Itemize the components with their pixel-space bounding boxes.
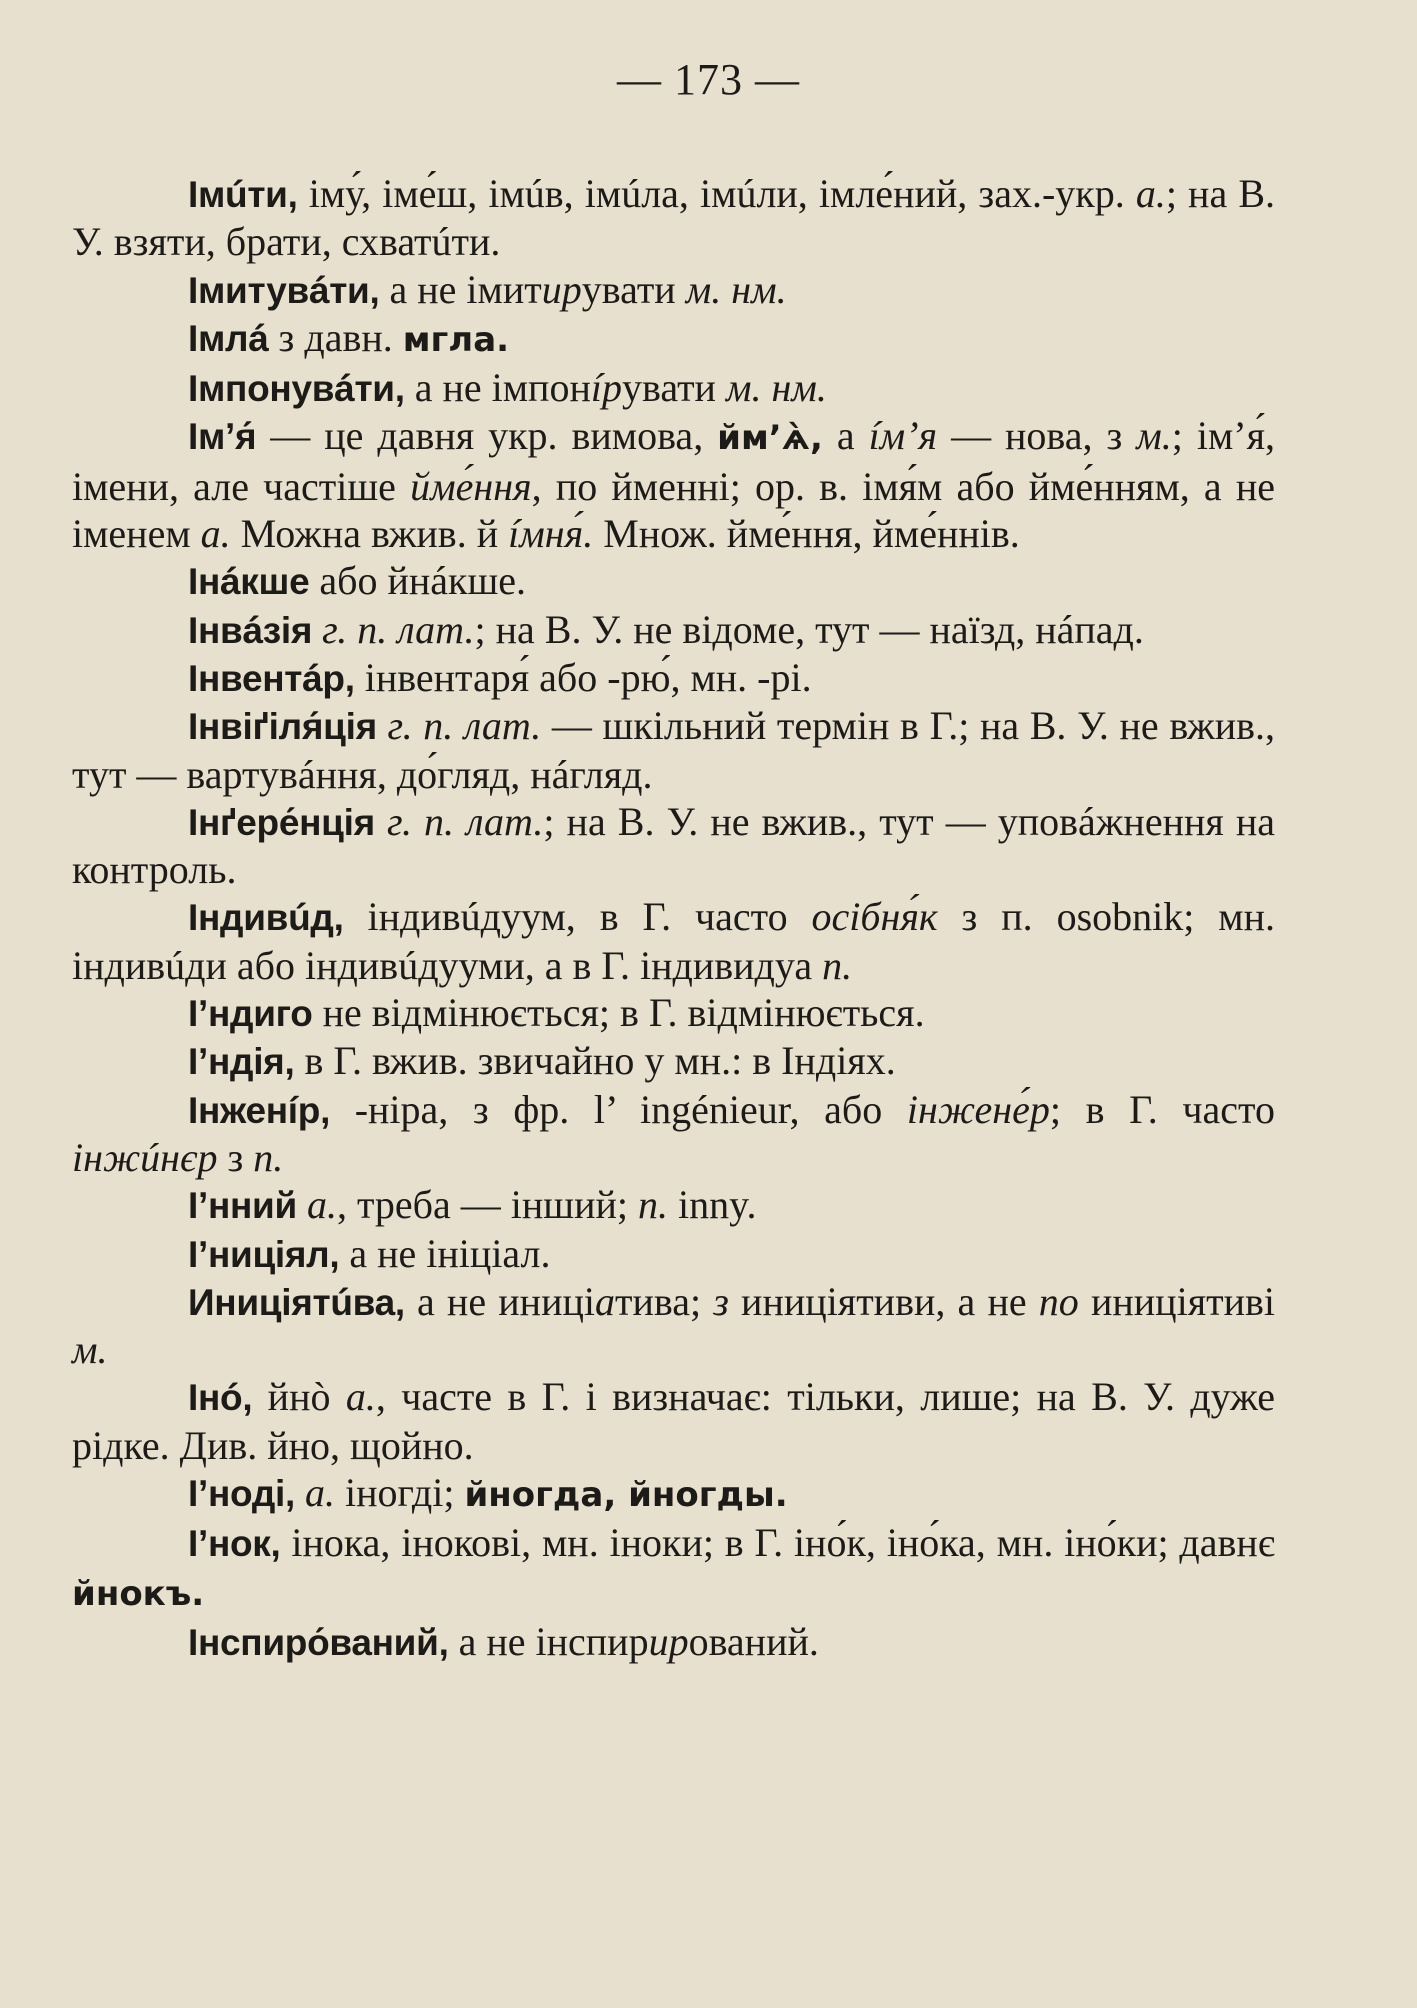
entry-headword: І’нний xyxy=(188,1185,297,1227)
entry-text: увати xyxy=(581,266,686,312)
entry-text: — це давня укр. вимова, xyxy=(256,413,718,459)
entry-headword: Імпонувáти, xyxy=(188,368,405,410)
entry-text: -ніра, з фр. l’ ingénieur, або xyxy=(330,1086,907,1132)
dictionary-entry xyxy=(72,798,1275,894)
entry-italic-text: м. нм. xyxy=(725,365,827,411)
entry-italic-text: г. п. лат. xyxy=(386,798,544,844)
entry-headword: Імлá xyxy=(188,317,269,359)
entry-headword: Інó, xyxy=(188,1377,253,1419)
dictionary-entry xyxy=(72,1037,1275,1085)
entry-italic-text: а. xyxy=(1135,171,1166,216)
entry-italic-text: а. xyxy=(200,511,231,557)
entry-text: inny. xyxy=(668,1182,757,1228)
dictionary-entry xyxy=(72,557,1275,605)
entry-italic-text: м. xyxy=(1136,413,1172,459)
entry-italic-text: осібня́к xyxy=(811,894,938,940)
entry-old-form: йногда, йногды. xyxy=(464,1475,788,1516)
entry-text: Можна вжив. й xyxy=(230,511,509,557)
dictionary-entry xyxy=(72,1519,1275,1618)
dictionary-entry xyxy=(72,1469,1275,1519)
entry-italic-text: м. xyxy=(72,1327,108,1373)
entry-text: а не імит xyxy=(379,266,542,312)
dictionary-entry xyxy=(72,893,1275,989)
entry-italic-text: íр xyxy=(590,365,622,411)
dictionary-entry xyxy=(72,1086,1275,1182)
entry-italic-text: інжене́р xyxy=(906,1086,1050,1132)
entry-headword: Інвáзія xyxy=(188,609,313,651)
entry-text xyxy=(377,703,388,748)
entry-text: або йнáкше. xyxy=(309,558,527,604)
entry-headword: І’ниціял, xyxy=(188,1233,340,1275)
dictionary-entry xyxy=(72,1181,1275,1229)
entry-headword: Інспиро́ваний, xyxy=(188,1621,449,1663)
entry-text: ; в Г. часто xyxy=(1049,1086,1275,1132)
dictionary-entry xyxy=(72,364,1275,412)
entry-text: йнò xyxy=(252,1374,346,1420)
dictionary-entry xyxy=(72,266,1275,314)
entry-italic-text: п. xyxy=(822,942,853,988)
entry-italic-text: п. xyxy=(253,1134,284,1180)
entry-text: , по йменні; ор. в. імя́м або йме́нням, а не іменем xyxy=(72,463,1275,557)
entry-text: з давн. xyxy=(268,314,403,360)
entry-text: — шкільний термін в Г.; на В. У. не вжив., тут — вартувáння, до́гляд, нáгляд. xyxy=(72,703,1276,797)
entry-headword: Інженíр, xyxy=(188,1089,331,1131)
page-number: — 173 — xyxy=(617,55,800,104)
entry-text: , треба — інший; xyxy=(336,1182,639,1228)
dictionary-entry xyxy=(72,606,1275,654)
entry-text: а не иниці xyxy=(404,1278,595,1324)
entry-text: Множ. йме́ння, йме́ннів. xyxy=(593,511,1020,557)
entry-text: інвентаря́ або -рю́, мн. -рі. xyxy=(354,654,812,700)
dictionary-entry xyxy=(72,702,1275,798)
entry-italic-text: ир xyxy=(541,266,582,312)
entry-list xyxy=(72,170,1275,1666)
entry-text: а xyxy=(822,413,869,459)
entry-text xyxy=(312,607,322,652)
entry-text: а не імпон xyxy=(404,365,591,411)
entry-headword: Інґере́нція xyxy=(188,801,375,843)
entry-italic-text: íм’я xyxy=(868,413,938,459)
entry-text: — нова, з xyxy=(937,413,1137,459)
entry-text: ; на В. У. не вжив., тут — уповáжнення на контроль. xyxy=(72,798,1275,893)
entry-old-form: йнокъ. xyxy=(72,1573,205,1614)
entry-headword: Індивúд, xyxy=(188,897,344,939)
entry-italic-text: г. п. лат. xyxy=(387,703,542,749)
entry-italic-text: а. xyxy=(304,1470,335,1516)
entry-old-form: мгла. xyxy=(402,319,510,360)
entry-headword: І’ндиго xyxy=(188,993,313,1035)
entry-italic-text: ир xyxy=(648,1618,689,1664)
entry-text: індивúдуум, в Г. часто xyxy=(343,894,812,940)
dictionary-entry xyxy=(72,314,1275,364)
dictionary-entry xyxy=(72,989,1275,1037)
entry-old-form: йм’ѧ̀, xyxy=(717,418,823,459)
entry-headword: Інвіґіля́ція xyxy=(188,706,377,748)
entry-text: ; на В. У. не відоме, тут — наїзд, нáпад. xyxy=(474,606,1144,652)
entry-italic-text: а. xyxy=(306,1182,337,1228)
dictionary-entry xyxy=(72,412,1275,557)
entry-text: інока, інокові, мн. іноки; в Г. іно́к, іно́ка, мн. іно́ки; давнє xyxy=(280,1520,1275,1566)
entry-text xyxy=(295,1470,305,1515)
dictionary-entry xyxy=(72,1373,1275,1469)
entry-text: тива; xyxy=(615,1278,714,1324)
entry-text: в Г. вжив. звичайно у мн.: в Індіях. xyxy=(294,1038,896,1084)
entry-italic-text: м. нм. xyxy=(685,266,787,312)
entry-text: а не інспир xyxy=(448,1618,649,1664)
entry-headword: Імитувáти, xyxy=(188,269,380,311)
entry-italic-text: по xyxy=(1038,1278,1079,1324)
entry-text xyxy=(297,1182,307,1227)
dictionary-entry xyxy=(72,654,1275,702)
entry-headword: Інáкше xyxy=(188,561,310,603)
entry-headword: Імúти, xyxy=(188,174,298,215)
entry-text: з xyxy=(217,1134,254,1180)
entry-italic-text: п. xyxy=(638,1182,669,1228)
entry-text xyxy=(375,799,387,844)
entry-text: , часте в Г. і визначає: тільки, лише; на В. У. дуже рідке. Див. йно, щойно. xyxy=(72,1374,1276,1468)
entry-italic-text: інжúнєр xyxy=(72,1134,218,1180)
entry-italic-text: з xyxy=(713,1278,729,1324)
entry-italic-text: г. п. лат. xyxy=(322,606,475,652)
entry-headword: І’ндія, xyxy=(188,1041,295,1083)
dictionary-entry xyxy=(72,170,1275,266)
entry-headword: І’ноді, xyxy=(188,1473,295,1515)
entry-text: іногді; xyxy=(334,1470,465,1516)
entry-italic-text: а. xyxy=(345,1374,376,1420)
dictionary-entry xyxy=(72,1230,1275,1278)
entry-text: иниціятиви, а не xyxy=(728,1278,1039,1324)
dictionary-entry xyxy=(72,1278,1275,1374)
entry-text: увати xyxy=(621,365,726,411)
entry-text: іму́, іме́ш, імúв, імúла, імúли, імле́ний, зах.-укр. xyxy=(297,171,1136,216)
entry-text: не відмінюється; в Г. відмінюється. xyxy=(312,990,925,1036)
entry-text: з п. osobnik; мн. індивúди або індивúдууми, а в Г. індивидуа xyxy=(72,894,1275,988)
entry-text: ований. xyxy=(688,1618,819,1664)
entry-headword: Иниціятúва, xyxy=(188,1281,405,1323)
dictionary-entry xyxy=(72,1618,1275,1666)
entry-text: ; на В. У. взяти, брати, схватúти. xyxy=(72,171,1276,265)
entry-headword: Інвентáр, xyxy=(188,657,355,699)
entry-italic-text: íмня́. xyxy=(508,511,594,557)
entry-text: а не ініціал. xyxy=(339,1230,551,1276)
entry-headword: І’нок, xyxy=(188,1523,281,1565)
entry-italic-text: йме́ння xyxy=(410,463,532,509)
entry-text: ; ім’я́, імени, але частіше xyxy=(72,413,1275,509)
entry-headword: Ім’я́ xyxy=(188,416,257,458)
entry-text: иниціятиві xyxy=(1078,1278,1275,1324)
entry-italic-text: а xyxy=(595,1278,615,1324)
